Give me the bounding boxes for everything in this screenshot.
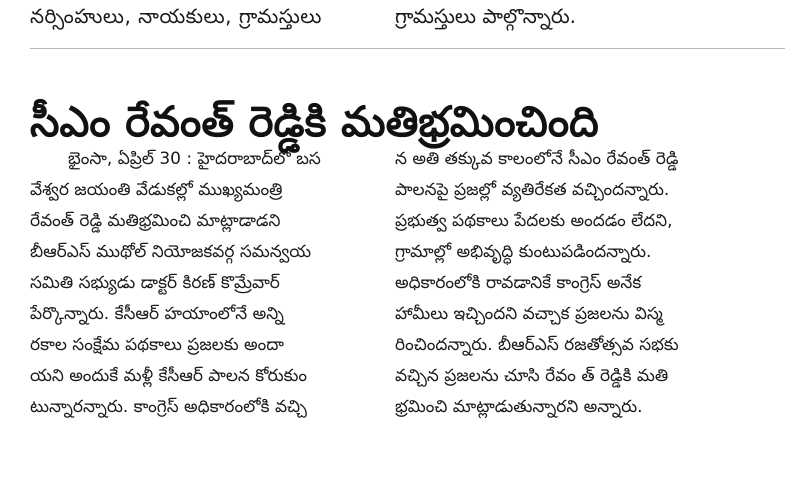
article-line: వేశ్వర జయంతి వేడుకల్లో ముఖ్యమంత్రి	[30, 180, 283, 200]
article-column-right	[395, 144, 755, 444]
article-line: సమితి సభ్యుడు డాక్టర్ కిరణ్ కొమ్రేవార్	[30, 273, 280, 293]
article-line: గ్రామాల్లో అభివృద్ధి కుంటుపడిందన్నారు.	[395, 242, 652, 262]
article-line: ప్రభుత్వ పథకాలు పేదలకు అందడం లేదని,	[395, 211, 673, 231]
article-line: పేర్కొన్నారు. కేసీఆర్ హయాంలోనే అన్ని	[30, 304, 284, 324]
article-line: వచ్చిన ప్రజలను చూసి రేవం త్ రెడ్డికి మతి	[395, 366, 669, 386]
article-line: న అతి తక్కువ కాలంలోనే సీఎం రేవంత్ రెడ్డి	[395, 149, 679, 169]
article-line: రించిందన్నారు. బీఆర్‌ఎస్ రజతోత్సవ సభకు	[395, 335, 679, 355]
article-line: పాలనపై ప్రజల్లో వ్యతిరేకత వచ్చిందన్నారు.	[395, 180, 670, 200]
article-line: హామీలు ఇచ్చిందని వచ్చాక ప్రజలను విస్మ	[395, 304, 663, 324]
article-column-left	[30, 144, 375, 444]
previous-article-snippet	[0, 0, 800, 36]
article-line: టున్నారన్నారు. కాంగ్రెస్ అధికారంలోకి వచ్చి	[30, 397, 307, 417]
article-headline: సీఎం రేవంత్ రెడ్డికి మతిభ్రమించింది	[30, 97, 599, 147]
article-line: అధికారంలోకి రావడానికే కాంగ్రెస్ అనేక	[395, 273, 642, 293]
article-line: భ్రమించి మాట్లాడుతున్నారని అన్నారు.	[395, 397, 643, 417]
article-line: భైంసా, ఏప్రిల్ 30 : హైదరాబాద్‌లో బస	[68, 149, 321, 169]
snippet-left-text: నర్సింహులు, నాయకులు, గ్రామస్తులు	[30, 4, 322, 28]
article-line: బీఆర్‌ఎస్ ముథోల్ నియోజకవర్గ సమన్వయ	[30, 242, 312, 262]
article-line: యని అందుకే మళ్లీ కేసీఆర్ పాలన కోరుకుం	[30, 366, 308, 386]
article-line: రేవంత్ రెడ్డి మతిభ్రమించి మాట్లాడాడని	[30, 211, 281, 231]
snippet-right-text: గ్రామస్తులు పాల్గొన్నారు.	[395, 4, 577, 28]
article-line: రకాల సంక్షేమ పథకాలు ప్రజలకు అందా	[30, 335, 284, 355]
section-divider	[30, 48, 785, 49]
